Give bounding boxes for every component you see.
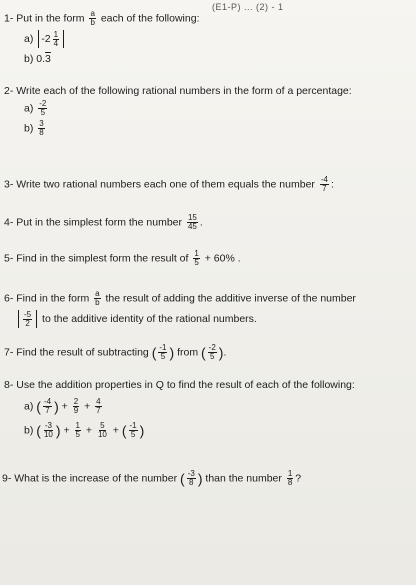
fraction-numerator: 5 (100, 421, 105, 430)
q5-tail: + 60% . (204, 252, 241, 265)
fraction-numerator: a (95, 289, 100, 298)
q7-text-a: Find the result of subtracting (16, 346, 149, 359)
plus-sign: + (85, 424, 93, 437)
q8-number: 8- (4, 379, 14, 391)
fraction-numerator: -2 (208, 343, 216, 352)
mixed-whole: -2 (41, 33, 51, 45)
question-4 (4, 214, 203, 231)
fraction (208, 344, 217, 361)
fraction (97, 422, 108, 439)
fraction-denominator: 8 (287, 478, 293, 487)
q8-text: Use the addition properties in Q to find the result of each of the following: (16, 379, 355, 391)
fraction (38, 100, 47, 117)
fraction-numerator: -3 (44, 421, 52, 430)
q6-text-c: to the additive identity of the rational numbers. (42, 312, 257, 325)
q2-part-b (24, 120, 47, 137)
q3-number: 3- (4, 178, 14, 191)
fraction (287, 470, 293, 487)
q6-number: 6- (4, 292, 14, 305)
fraction (187, 214, 198, 231)
q8-part-b: b) ( $\frac{-3}{10}$ ) + $\frac{1}{5}$ + $\frac{5}{10}$ + ( $\frac{-1}{5}$ ) (24, 421, 145, 439)
fraction (23, 311, 32, 328)
fraction-denominator: 5 (160, 352, 166, 361)
fraction-denominator: b (90, 18, 95, 27)
decimal-integer: 0. (36, 53, 46, 65)
fraction-denominator: 2 (25, 318, 30, 328)
fraction-numerator: -2 (39, 99, 47, 108)
fraction (95, 398, 101, 415)
absolute-value (38, 30, 64, 48)
question-2 (4, 84, 352, 98)
fraction-numerator: -3 (187, 469, 195, 478)
fraction-numerator: -1 (159, 343, 167, 352)
punctuation: : (330, 178, 334, 191)
q6-text-a: Find in the form (16, 292, 90, 305)
q9-number: 9- (2, 472, 12, 485)
fraction-numerator: -4 (320, 175, 328, 184)
mixed-fraction (53, 31, 59, 48)
q6-text-b: the result of adding the additive inverse of the number (105, 292, 356, 305)
fraction-denominator: 10 (97, 430, 107, 439)
part-label: b) (24, 122, 34, 135)
part-label: a) (24, 400, 34, 413)
q9-text-b: than the number (205, 472, 282, 485)
fraction (75, 422, 81, 439)
q6-form-fraction (94, 290, 100, 307)
fraction-denominator: 7 (96, 406, 101, 415)
fraction-numerator: 2 (73, 397, 79, 406)
question-5 (4, 250, 241, 267)
fraction-numerator: 1 (287, 469, 293, 478)
fraction (158, 344, 167, 361)
part-label: b) (24, 53, 34, 65)
fraction (193, 250, 199, 267)
q2-number: 2- (4, 85, 14, 97)
fraction-numerator: -5 (24, 309, 32, 319)
fraction-numerator: 3 (39, 119, 44, 128)
q5-text: Find in the simplest form the result of (16, 252, 189, 265)
part-label: a) (24, 102, 34, 115)
q1-number: 1- (4, 12, 14, 25)
punctuation: . (199, 216, 203, 229)
q4-text: Put in the simplest form the number (16, 216, 183, 229)
fraction-numerator: 1 (75, 421, 80, 430)
q4-number: 4- (4, 216, 14, 229)
fraction-denominator: 5 (130, 430, 136, 439)
fraction-numerator: a (90, 9, 95, 18)
fraction-denominator: 9 (73, 406, 79, 415)
fraction-denominator: 8 (189, 478, 194, 487)
fraction (73, 398, 79, 415)
fraction (43, 398, 52, 415)
fraction (43, 422, 54, 439)
q3-text: Write two rational numbers each one of them equals the number (16, 178, 315, 191)
arabic-header: (E1-P) ... (2) - 1 (212, 2, 284, 12)
q8-part-a: a) ( $\frac{-4}{7}$ ) + $\frac{2}{9}$ + $\frac{4}{7}$ (24, 397, 101, 415)
fraction-numerator: 4 (96, 397, 101, 406)
fraction-numerator: -1 (129, 421, 137, 430)
fraction-denominator: 5 (40, 108, 46, 117)
plus-sign: + (112, 424, 119, 437)
fraction-denominator: 5 (194, 258, 199, 267)
plus-sign: + (84, 400, 91, 413)
fraction-numerator: -4 (43, 397, 52, 406)
fraction-denominator: 7 (322, 184, 327, 193)
fraction-denominator: b (95, 298, 100, 307)
q6-line-2 (16, 310, 257, 328)
question-9: 9- What is the increase of the number ( $\frac{-3}{8}$ ) than the number $\frac{1}{8}$ ? (2, 469, 302, 487)
fraction-numerator: 1 (194, 249, 199, 258)
q7-number: 7- (4, 346, 14, 359)
question-8 (4, 378, 355, 392)
q1-part-b (24, 52, 51, 66)
q1-form-fraction (89, 10, 95, 27)
fraction-denominator: 45 (187, 222, 197, 231)
question-3 (4, 176, 334, 193)
q1-part-a (24, 30, 66, 48)
fraction-denominator: 5 (210, 352, 215, 361)
fraction-denominator: 4 (53, 38, 59, 48)
fraction-numerator: 1 (53, 29, 59, 39)
q7-text-b: from (177, 346, 199, 359)
fraction (129, 422, 138, 439)
part-label: b) (24, 424, 34, 437)
repeating-digit: 3 (45, 53, 51, 65)
question-6 (4, 290, 356, 307)
fraction-denominator: 10 (43, 430, 53, 439)
plus-sign: + (61, 400, 68, 413)
punctuation: ? (295, 472, 302, 485)
fraction-denominator: 8 (39, 128, 44, 137)
plus-sign: + (63, 424, 70, 437)
q2-text: Write each of the following rational numbers in the form of a percentage: (16, 85, 352, 97)
q2-part-a (24, 100, 49, 117)
fraction (38, 120, 44, 137)
punctuation: . (223, 346, 227, 359)
fraction-denominator: 5 (75, 430, 80, 439)
fraction-numerator: 15 (187, 213, 197, 222)
question-1 (4, 10, 200, 27)
absolute-value (18, 310, 37, 328)
fraction-denominator: 7 (45, 406, 50, 415)
q5-number: 5- (4, 252, 14, 265)
part-label: a) (24, 32, 34, 45)
q1-text-a: Put in the form (16, 12, 85, 25)
fraction (320, 176, 329, 193)
question-7: 7- Find the result of subtracting ( $\frac{-1}{5}$ ) from ( $\frac{-2}{5}$ ). (4, 343, 227, 361)
fraction (187, 470, 196, 487)
q9-text-a: What is the increase of the number (14, 472, 178, 485)
q1-text-b: each of the following: (100, 12, 200, 25)
